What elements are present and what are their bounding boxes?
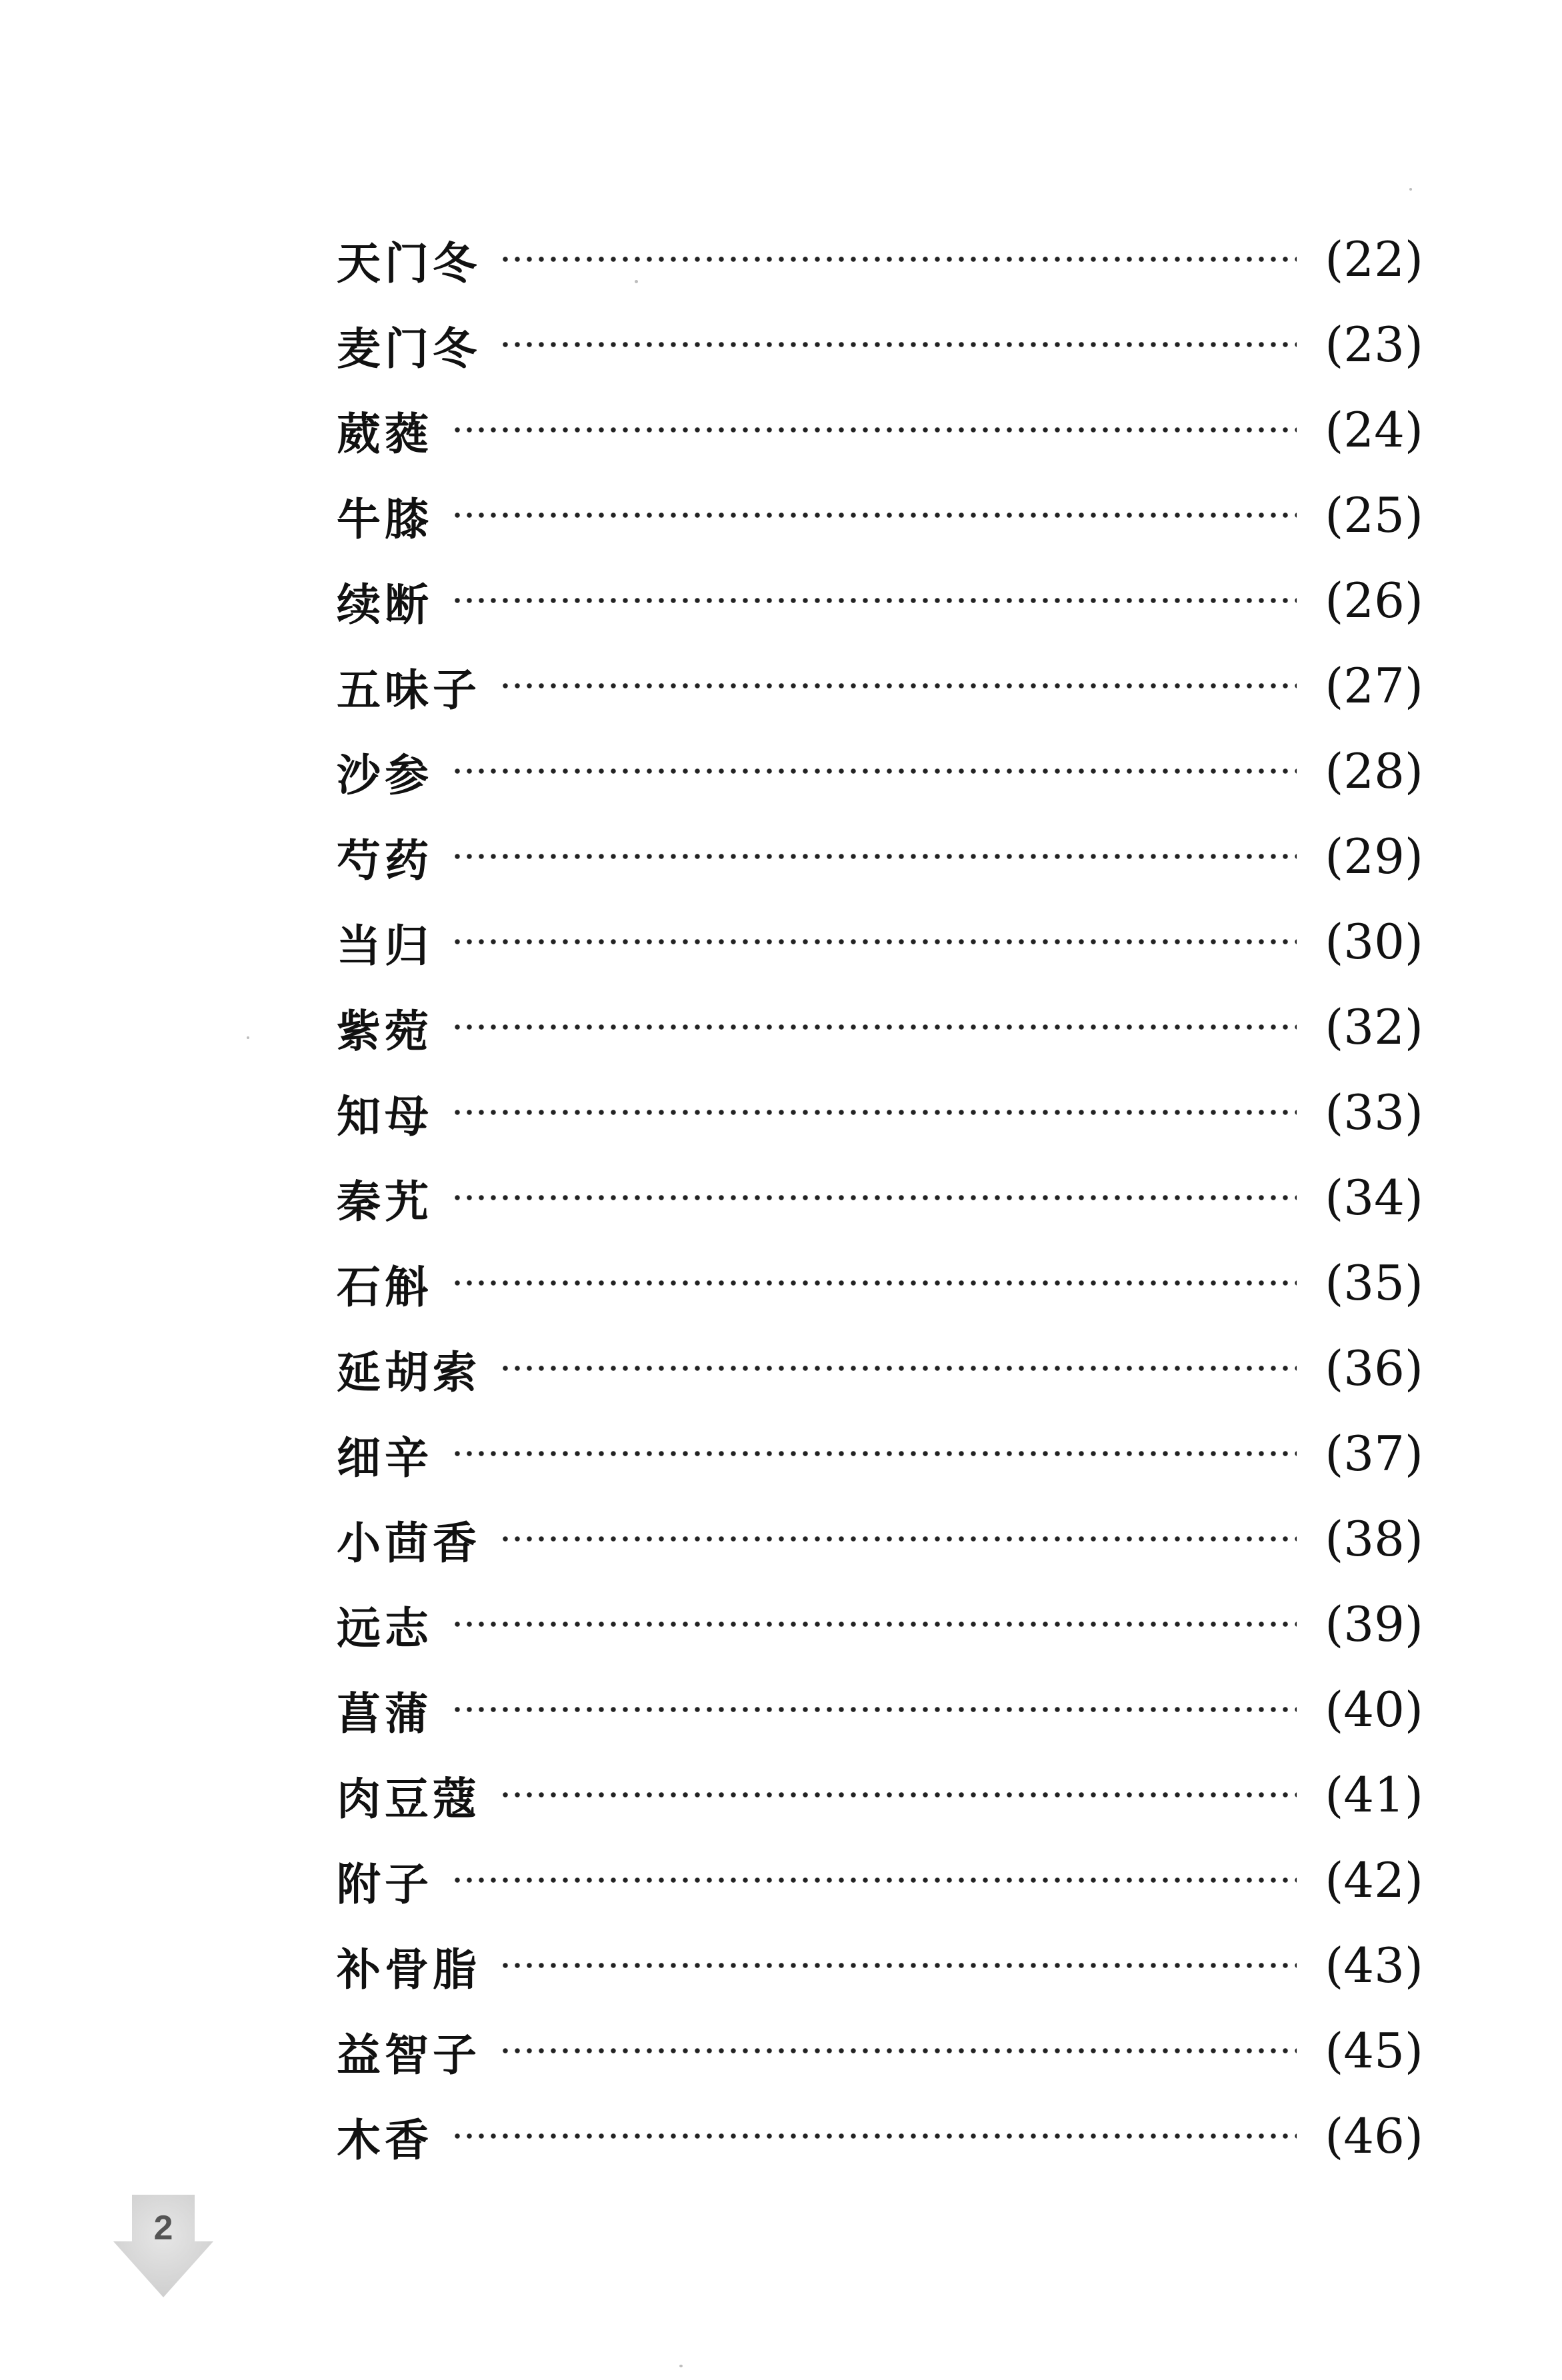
toc-entry [337, 1240, 1423, 1326]
toc-entry-page: (38) [1325, 1511, 1423, 1567]
toc-entry-page: (33) [1325, 1084, 1423, 1140]
scan-speck [1409, 188, 1412, 191]
toc-entry-title: 木香 [337, 2113, 433, 2166]
dot-leader [499, 1346, 1297, 1390]
toc-entry-page: (37) [1325, 1426, 1423, 1482]
dot-leader [451, 579, 1297, 622]
toc-entry-page: (45) [1325, 2023, 1423, 2079]
dot-leader [451, 1602, 1297, 1646]
dot-leader [451, 493, 1297, 537]
dot-leader [451, 749, 1297, 793]
toc-entry [337, 1582, 1423, 1667]
toc-entry-title: 麦门冬 [337, 322, 481, 375]
toc-entry [337, 643, 1423, 728]
dot-leader [499, 1943, 1297, 1987]
toc-entry-title: 补骨脂 [337, 1943, 481, 1995]
dot-leader [499, 664, 1297, 708]
toc-entry [337, 728, 1423, 814]
toc-entry-page: (22) [1325, 231, 1423, 287]
toc-entry-title: 小茴香 [337, 1516, 481, 1569]
dot-leader [451, 920, 1297, 964]
toc-entry [337, 984, 1423, 1070]
toc-entry-page: (23) [1325, 317, 1423, 373]
toc-entry [337, 1752, 1423, 1837]
toc-entry-title: 续断 [337, 578, 433, 630]
toc-entry-title: 肉豆蔻 [337, 1772, 481, 1825]
scan-speck [247, 1036, 249, 1039]
toc-entry [337, 1837, 1423, 1923]
toc-entry-page: (29) [1325, 828, 1423, 884]
dot-leader [451, 1005, 1297, 1049]
toc-entry-title: 沙参 [337, 748, 433, 801]
toc-entry-page: (32) [1325, 999, 1423, 1055]
dot-leader [451, 1688, 1297, 1732]
toc-entry-page: (36) [1325, 1340, 1423, 1396]
toc-entry-page: (27) [1325, 658, 1423, 714]
toc-entry-title: 知母 [337, 1090, 433, 1142]
toc-entry [337, 302, 1423, 387]
dot-leader [451, 834, 1297, 878]
dot-leader [451, 408, 1297, 452]
toc-entry-page: (26) [1325, 573, 1423, 628]
toc-entry-page: (41) [1325, 1767, 1423, 1823]
toc-entry-page: (46) [1325, 2108, 1423, 2164]
toc-entry-title: 紫菀 [337, 1004, 433, 1057]
toc-entry [337, 558, 1423, 643]
dot-leader [499, 323, 1297, 367]
toc-entry-title: 葳蕤 [337, 407, 433, 460]
dot-leader [451, 1176, 1297, 1220]
toc-entry [337, 1496, 1423, 1582]
toc-entry [337, 217, 1423, 302]
dot-leader [499, 237, 1297, 281]
toc-entry-title: 秦艽 [337, 1175, 433, 1228]
toc-entry-title: 天门冬 [337, 237, 481, 289]
toc-entry-title: 延胡索 [337, 1346, 481, 1398]
toc-entry-title: 益智子 [337, 2028, 481, 2081]
scan-speck [679, 2365, 683, 2367]
toc-entry-page: (34) [1325, 1170, 1423, 1226]
toc-entry-page: (40) [1325, 1682, 1423, 1738]
toc-entry [337, 2008, 1423, 2093]
toc-entry-page: (43) [1325, 1937, 1423, 1993]
toc-entry [337, 473, 1423, 558]
dot-leader [499, 1773, 1297, 1817]
toc-entry-title: 当归 [337, 919, 433, 972]
toc-entry-page: (25) [1325, 487, 1423, 543]
toc-entry-title: 附子 [337, 1857, 433, 1910]
toc-entry [337, 1326, 1423, 1411]
page-number-badge [107, 2189, 220, 2303]
scan-speck [635, 280, 638, 283]
toc-entry-title: 细辛 [337, 1431, 433, 1484]
dot-leader [451, 1261, 1297, 1305]
toc-entry-page: (24) [1325, 402, 1423, 458]
toc-entry-title: 远志 [337, 1602, 433, 1654]
toc-entry-page: (39) [1325, 1596, 1423, 1652]
dot-leader [451, 1858, 1297, 1902]
dot-leader [451, 2114, 1297, 2158]
toc-entry [337, 1155, 1423, 1240]
toc-entry [337, 1923, 1423, 2008]
page-number: 2 [153, 2209, 173, 2247]
toc-entry [337, 387, 1423, 473]
toc-entry [337, 1411, 1423, 1496]
toc-entry-title: 芍药 [337, 834, 433, 886]
toc-entry-page: (42) [1325, 1852, 1423, 1908]
dot-leader [499, 1517, 1297, 1561]
toc-entry [337, 1667, 1423, 1752]
toc-entry-title: 石斛 [337, 1260, 433, 1313]
toc-entry [337, 2093, 1423, 2179]
toc-entry-title: 五味子 [337, 663, 481, 716]
toc-entry [337, 814, 1423, 899]
toc-entry-page: (30) [1325, 914, 1423, 970]
dot-leader [451, 1432, 1297, 1476]
table-of-contents [337, 217, 1423, 2179]
dot-leader [451, 1090, 1297, 1134]
toc-entry-page: (28) [1325, 743, 1423, 799]
toc-entry [337, 899, 1423, 984]
dot-leader [499, 2029, 1297, 2073]
toc-entry-page: (35) [1325, 1255, 1423, 1311]
toc-entry-title: 牛膝 [337, 493, 433, 545]
toc-entry [337, 1070, 1423, 1155]
toc-entry-title: 菖蒲 [337, 1687, 433, 1740]
